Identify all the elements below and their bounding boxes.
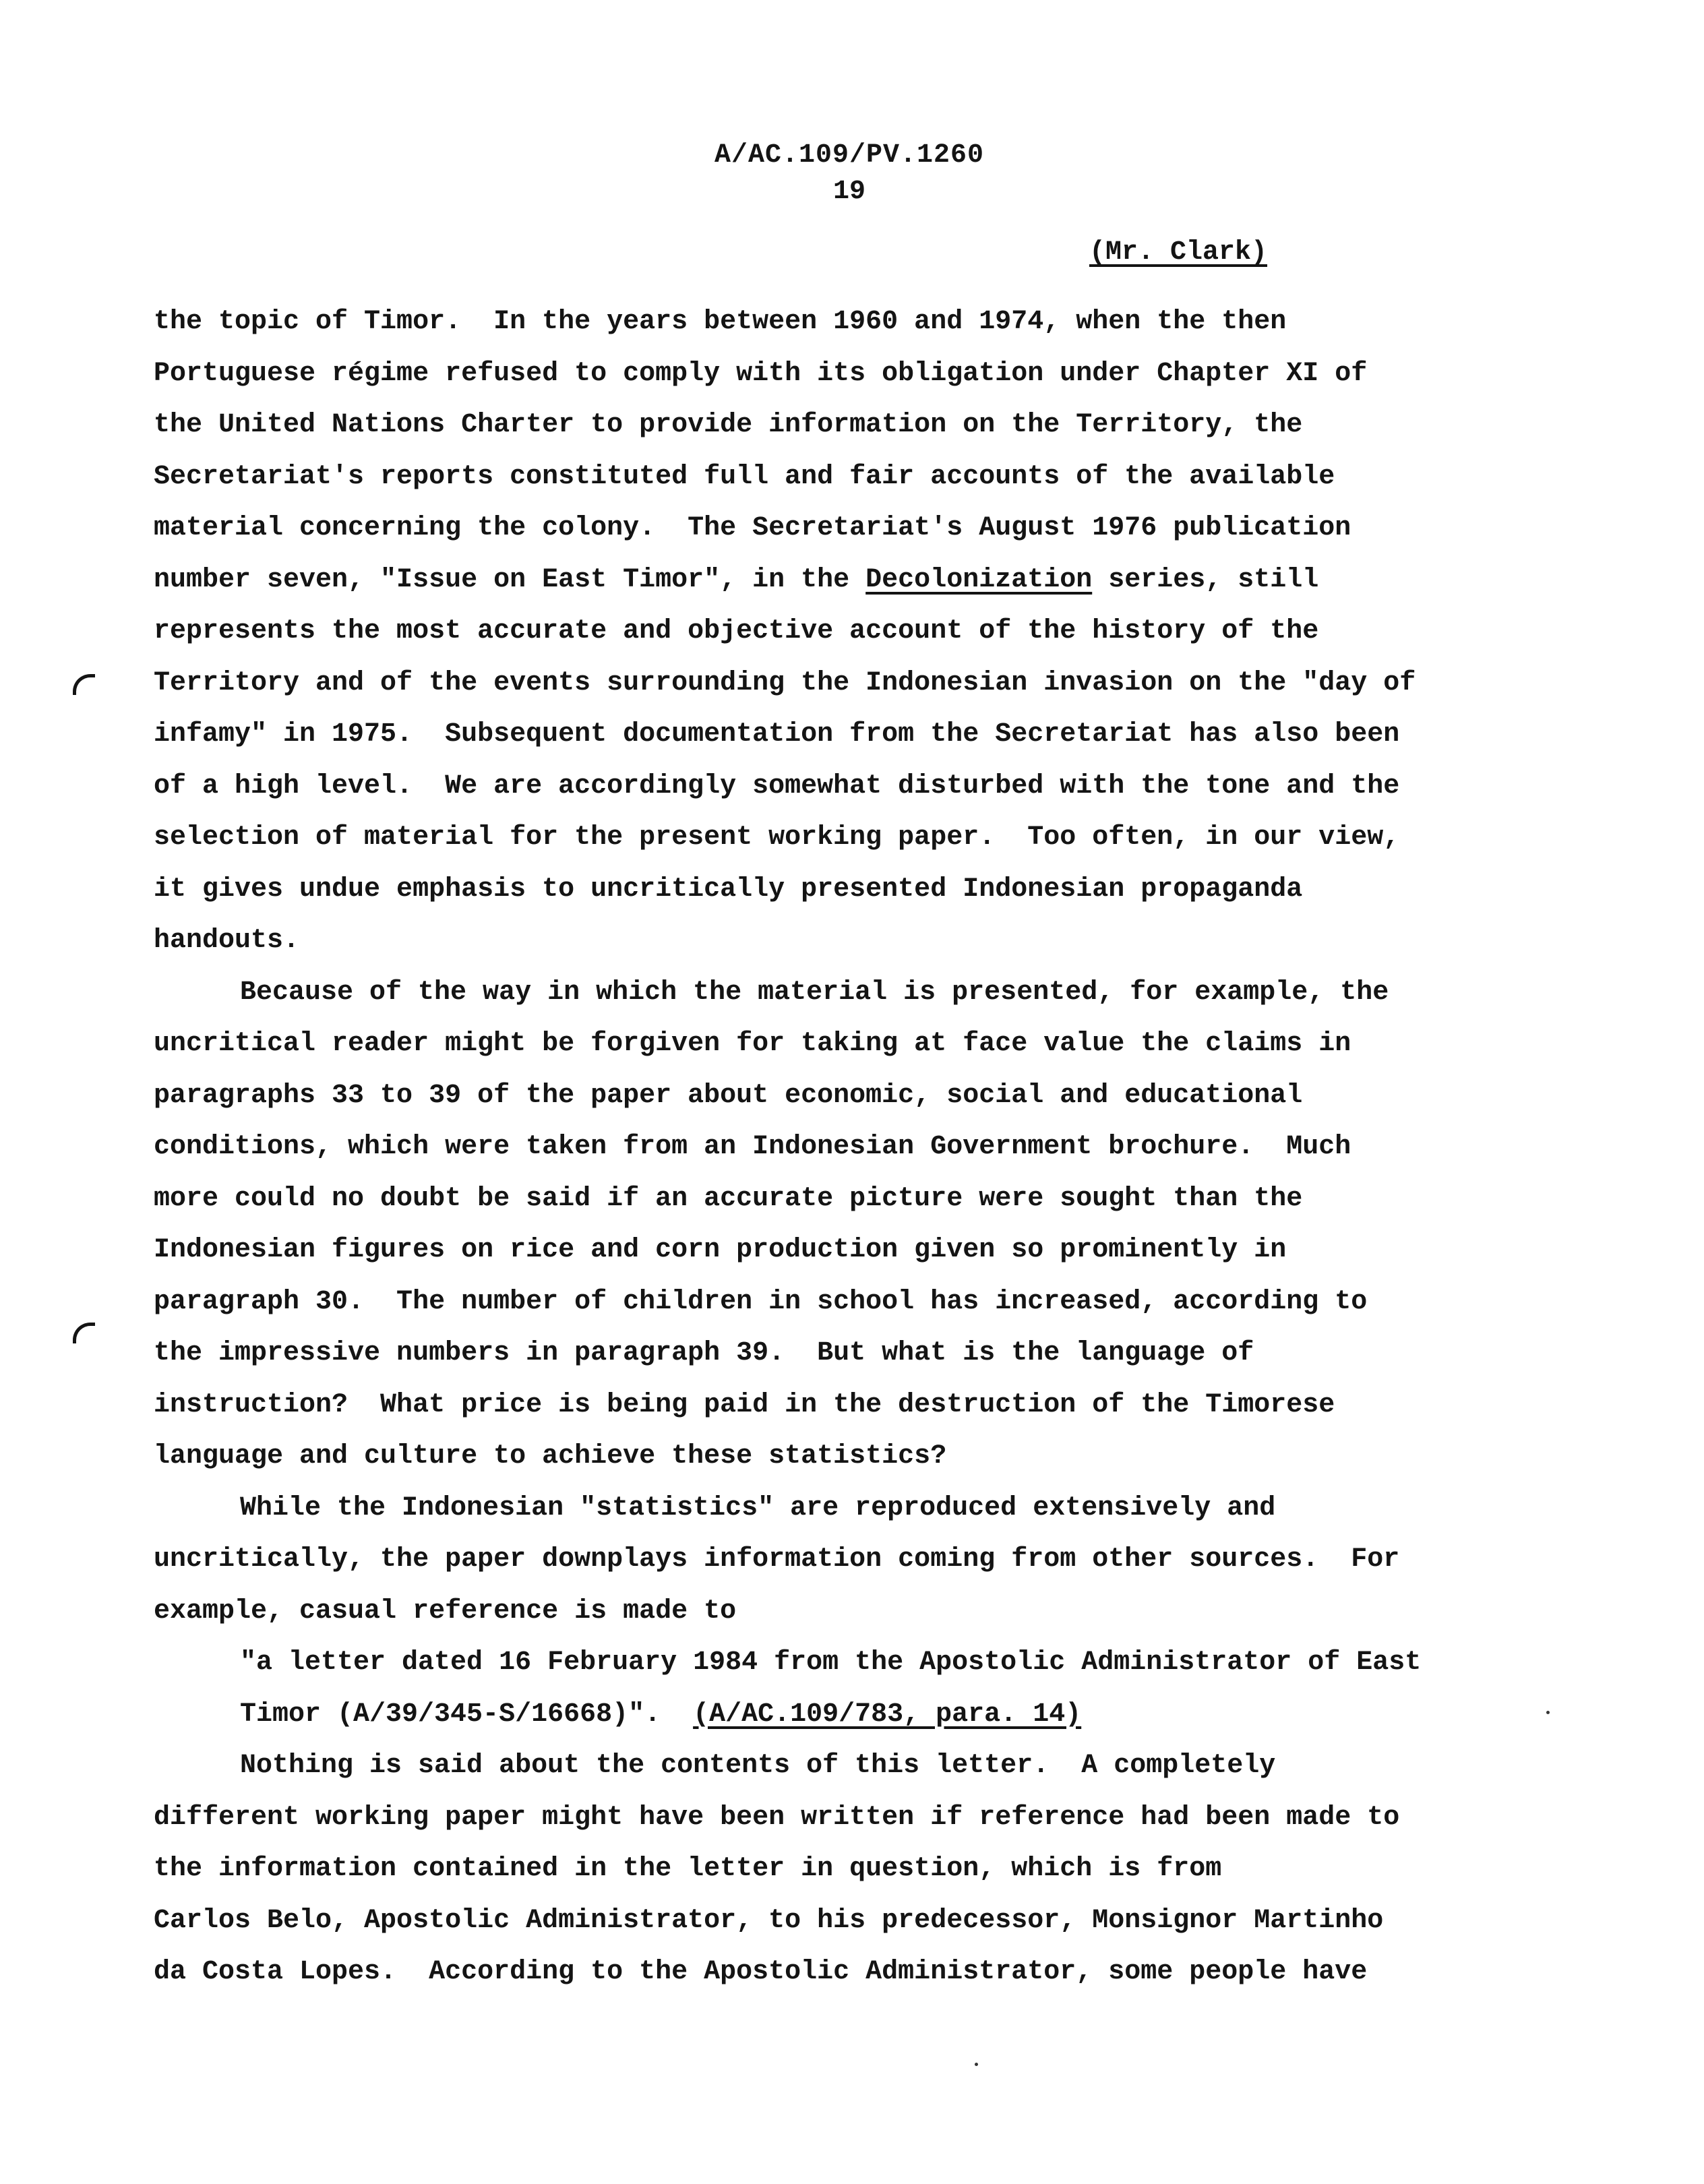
citation-reference: (A/AC.109/783, para. 14): [693, 1699, 1082, 1730]
text-line: [154, 555, 1502, 607]
text-line: of a high level. We are accordingly somewhat disturbed with the tone and the: [154, 770, 1400, 801]
text-line: Portuguese régime refused to comply with its obligation under Chapter XI of: [154, 358, 1368, 389]
text-line: da Costa Lopes. According to the Apostolic Administrator, some people have: [154, 1957, 1368, 1987]
text-line: Nothing is said about the contents of this letter. A completely: [240, 1751, 1276, 1781]
speck-mark: [975, 2063, 978, 2066]
text-line: Carlos Belo, Apostolic Administrator, to his predecessor, Monsignor Martinho: [154, 1905, 1384, 1936]
text-line: the topic of Timor. In the years between 1960 and 1974, when the then: [154, 307, 1287, 337]
document-code: A/AC.109/PV.1260: [714, 140, 985, 171]
text-line: instruction? What price is being paid in the destruction of the Timorese: [154, 1389, 1335, 1420]
document-body: [154, 297, 1502, 1999]
text-line: Territory and of the events surrounding the Indonesian invasion on the "day of: [154, 667, 1416, 698]
text-line: different working paper might have been written if reference had been made to: [154, 1802, 1400, 1833]
text-line: Secretariat's reports constituted full and fair accounts of the available: [154, 461, 1335, 492]
text-line: example, casual reference is made to: [154, 1596, 737, 1627]
page-number: 19: [833, 177, 866, 207]
text-line: language and culture to achieve these statistics?: [154, 1441, 947, 1472]
text-line: uncritical reader might be forgiven for taking at face value the claims in: [154, 1029, 1351, 1059]
text-segment: number seven, "Issue on East Timor", in the: [154, 564, 866, 595]
margin-mark-icon: [67, 1316, 94, 1343]
text-line: Indonesian figures on rice and corn production given so prominently in: [154, 1235, 1287, 1265]
margin-mark-icon: [67, 667, 94, 694]
text-line: infamy" in 1975. Subsequent documentation from the Secretariat has also been: [154, 719, 1400, 750]
text-line: it gives undue emphasis to uncritically presented Indonesian propaganda: [154, 874, 1303, 905]
text-line: represents the most accurate and objective account of the history of the: [154, 616, 1319, 646]
text-line: material concerning the colony. The Secretariat's August 1976 publication: [154, 513, 1351, 543]
text-line: handouts.: [154, 926, 300, 956]
text-segment: series, still: [1092, 564, 1319, 595]
text-line: While the Indonesian "statistics" are reproduced extensively and: [240, 1492, 1276, 1523]
text-line: Because of the way in which the material is presented, for example, the: [240, 977, 1389, 1008]
text-line: paragraphs 33 to 39 of the paper about economic, social and educational: [154, 1080, 1303, 1111]
text-line: paragraph 30. The number of children in school has increased, according to: [154, 1286, 1368, 1317]
speaker-name: (Mr. Clark): [1089, 237, 1268, 268]
quote-line: [154, 1689, 1502, 1741]
text-line: selection of material for the present working paper. Too often, in our view,: [154, 822, 1400, 853]
text-line: the United Nations Charter to provide information on the Territory, the: [154, 410, 1303, 440]
text-segment: Timor (A/39/345-S/16668)".: [240, 1699, 694, 1730]
text-line: the information contained in the letter in question, which is from: [154, 1854, 1222, 1884]
text-line: conditions, which were taken from an Indonesian Government brochure. Much: [154, 1132, 1351, 1162]
speck-mark: [1546, 1711, 1550, 1714]
text-line: uncritically, the paper downplays information coming from other sources. For: [154, 1544, 1400, 1575]
underlined-title: Decolonization: [865, 564, 1093, 595]
text-line: more could no doubt be said if an accurate picture were sought than the: [154, 1183, 1303, 1214]
quote-line: "a letter dated 16 February 1984 from the Apostolic Administrator of East: [240, 1647, 1422, 1678]
text-line: the impressive numbers in paragraph 39. But what is the language of: [154, 1338, 1254, 1368]
